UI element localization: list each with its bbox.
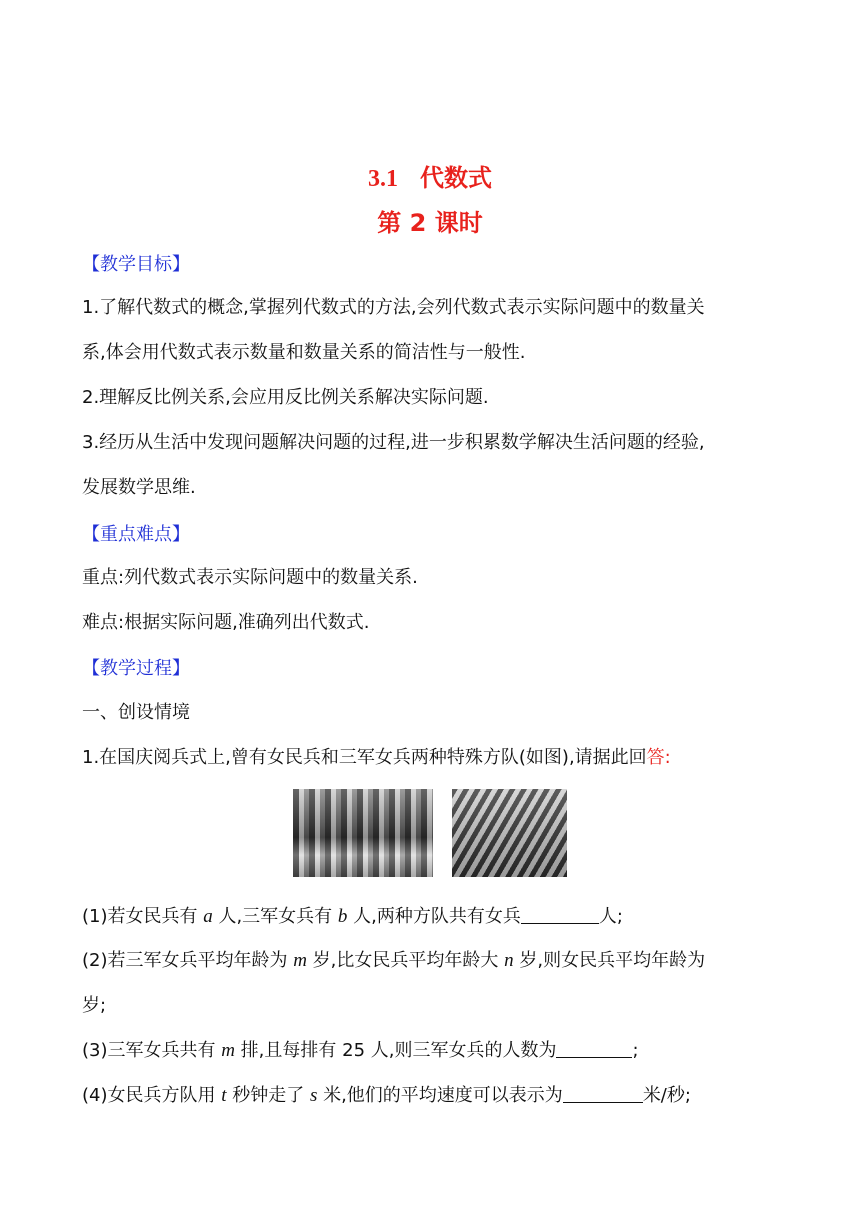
objective-line: 发展数学思维.	[82, 477, 196, 498]
q3-text: 排,且每排有 25 人,则三军女兵的人数为	[234, 1040, 557, 1061]
militia-photo	[293, 789, 433, 877]
intro-main: 1.在国庆阅兵式上,曾有女民兵和三军女兵两种特殊方队(如图),请据此回	[82, 747, 647, 768]
objective-line: 2.理解反比例关系,会应用反比例关系解决实际问题.	[82, 387, 489, 408]
chapter-name: 代数式	[420, 164, 492, 192]
q3-text: (3)三军女兵共有	[82, 1040, 222, 1061]
q4-var-s: s	[309, 1085, 318, 1106]
q1-text: (1)若女民兵有	[82, 906, 204, 927]
q2-text: 岁,比女民兵平均年龄大	[306, 950, 505, 971]
question-3	[82, 1039, 639, 1063]
q4-text: 米/秒;	[642, 1085, 691, 1106]
q3-text: ;	[632, 1040, 639, 1061]
q1-var-a: a	[203, 906, 213, 927]
chapter-title	[0, 158, 860, 193]
chapter-number: 3.1	[368, 166, 398, 192]
q2-var-m: m	[293, 950, 307, 971]
q2-text: 岁,则女民兵平均年龄为	[513, 950, 706, 971]
objective-line: 1.了解代数式的概念,掌握列代数式的方法,会列代数式表示实际问题中的数量关	[82, 297, 705, 318]
question-1	[82, 905, 623, 929]
part-one-title: 一、创设情境	[82, 702, 190, 723]
q4-var-t: t	[221, 1085, 227, 1106]
q2-var-n: n	[504, 950, 514, 971]
q1-var-b: b	[337, 906, 348, 927]
answer-blank[interactable]	[521, 905, 599, 924]
q4-text: (4)女民兵方队用	[82, 1085, 222, 1106]
q2-text: (2)若三军女兵平均年龄为	[82, 950, 294, 971]
lesson-title: 第 2 课时	[377, 209, 483, 237]
objective-line: 系,体会用代数式表示数量和数量关系的简洁性与一般性.	[82, 342, 526, 363]
objective-line: 3.经历从生活中发现问题解决问题的过程,进一步积累数学解决生活问题的经验,	[82, 432, 705, 453]
q3-var-m: m	[221, 1040, 235, 1061]
female-soldiers-photo	[452, 789, 567, 877]
q1-text: 人,三军女兵有	[212, 906, 338, 927]
question-2	[82, 949, 705, 973]
q4-text: 秒钟走了	[226, 1085, 310, 1106]
intro-text	[82, 746, 671, 770]
difficult-point: 难点:根据实际问题,准确列出代数式.	[82, 612, 370, 633]
key-point: 重点:列代数式表示实际问题中的数量关系.	[82, 567, 418, 588]
q1-text: 人,两种方队共有女兵	[347, 906, 521, 927]
question-4	[82, 1084, 691, 1108]
question-2-cont: 岁;	[82, 995, 107, 1016]
process-heading: 【教学过程】	[82, 658, 190, 679]
q4-text: 米,他们的平均速度可以表示为	[317, 1085, 563, 1106]
key-points-heading: 【重点难点】	[82, 524, 190, 545]
answer-blank[interactable]	[556, 1039, 632, 1058]
answer-blank[interactable]	[563, 1084, 643, 1103]
q1-text: 人;	[598, 906, 623, 927]
intro-red: 答:	[646, 747, 671, 768]
objectives-heading: 【教学目标】	[82, 254, 190, 275]
